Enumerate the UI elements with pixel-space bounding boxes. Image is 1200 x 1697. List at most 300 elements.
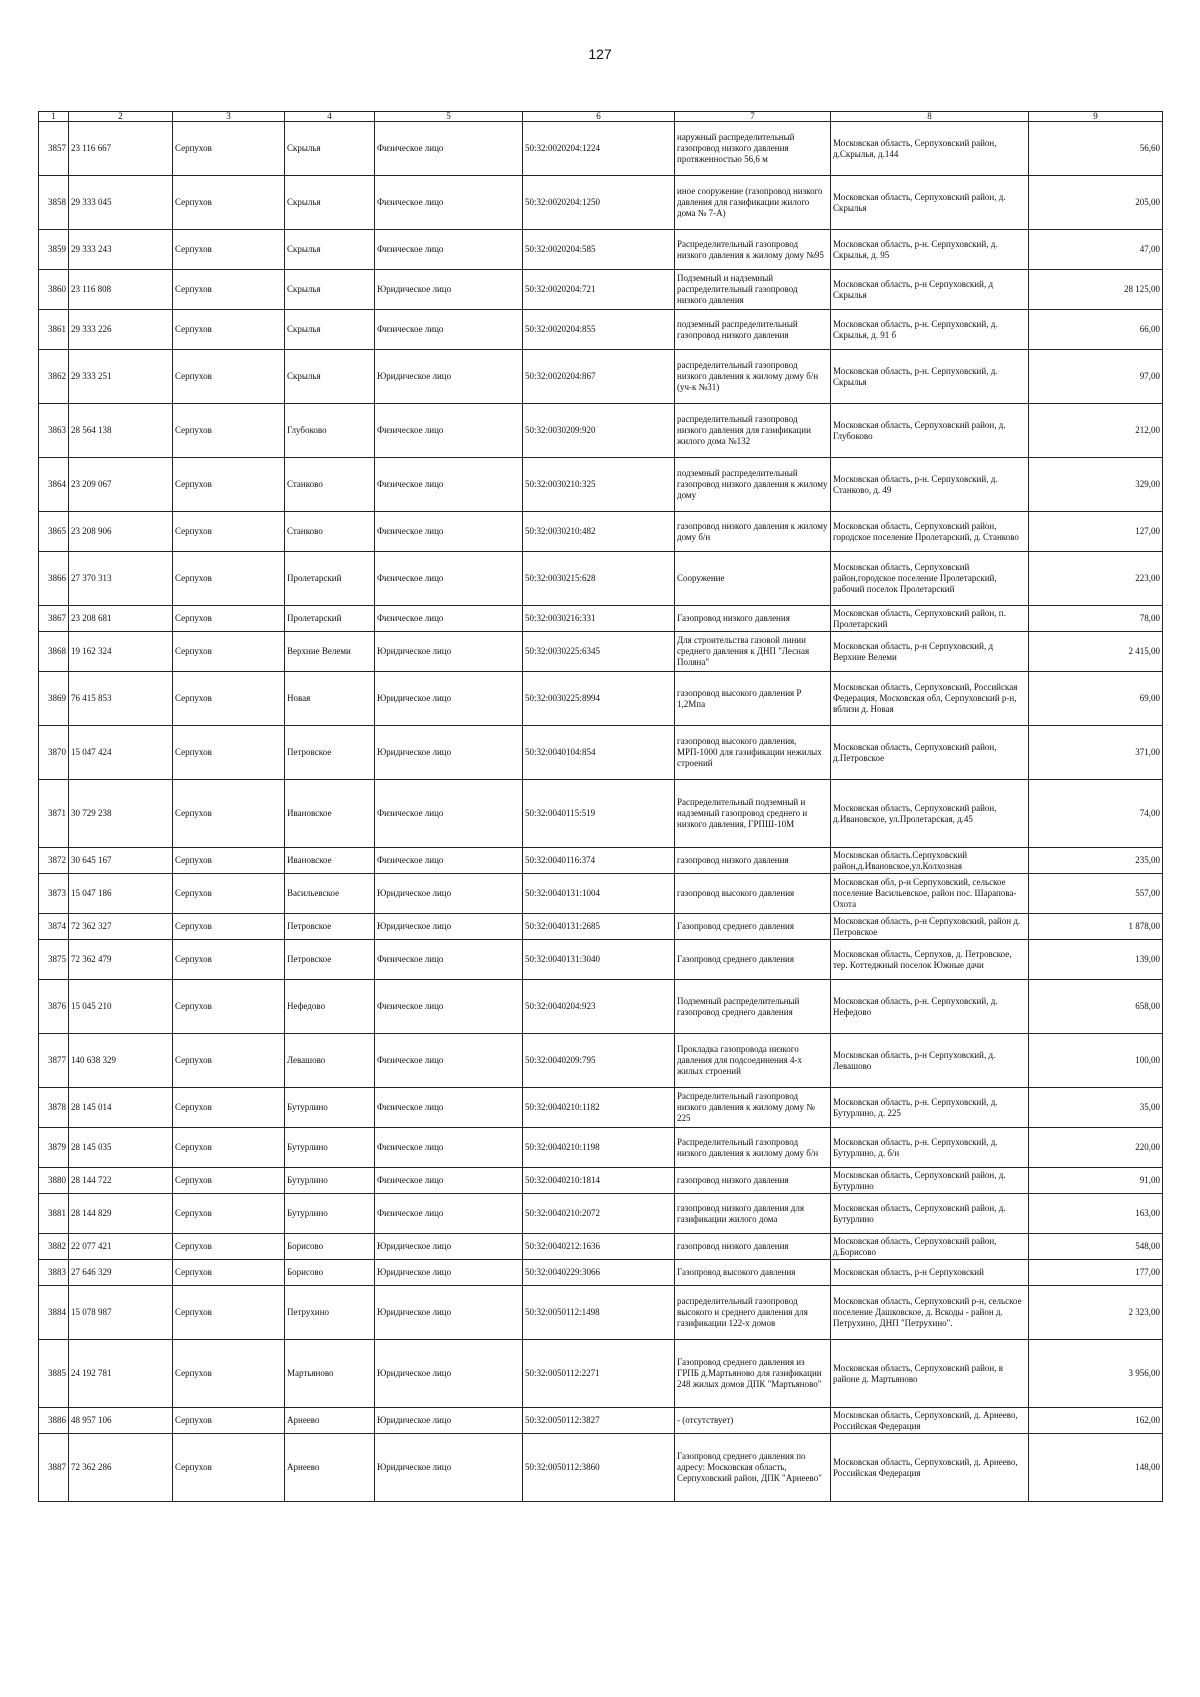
cell-object-description: подземный распределительный газопровод низкого давления к жилому дому	[675, 458, 831, 512]
cell-address: Московская область, р-н Серпуховский, д Скрылья	[831, 270, 1029, 310]
table-row	[39, 980, 1163, 1034]
cell-address: Московская область, р-н. Серпуховский, д. Скрылья	[831, 350, 1029, 404]
cell-municipality: Серпухов	[173, 780, 285, 848]
cell-owner-type: Физическое лицо	[375, 176, 523, 230]
cell-object-description: иное сооружение (газопровод низкого давления для газификации жилого дома № 7-А)	[675, 176, 831, 230]
cell-municipality: Серпухов	[173, 606, 285, 632]
cell-registry-id: 27 370 313	[69, 552, 173, 606]
cell-registry-id: 27 646 329	[69, 1260, 173, 1286]
cell-registry-id: 15 047 186	[69, 874, 173, 914]
cell-municipality: Серпухов	[173, 980, 285, 1034]
cell-row-number: 3872	[39, 848, 69, 874]
cell-registry-id: 23 116 667	[69, 122, 173, 176]
cell-row-number: 3875	[39, 940, 69, 980]
cell-address: Московская область, Серпуховский район,городское поселение Пролетарский, рабочий поселок Пролетарский	[831, 552, 1029, 606]
cell-value: 329,00	[1029, 458, 1163, 512]
cell-object-description: распределительный газопровод высокого и среднего давления для газификации 122-х домов	[675, 1286, 831, 1340]
cell-value: 78,00	[1029, 606, 1163, 632]
cell-value: 235,00	[1029, 848, 1163, 874]
column-header-9: 9	[1029, 112, 1163, 122]
cell-registry-id: 72 362 286	[69, 1434, 173, 1502]
cell-cadastral-number: 50:32:0040210:1182	[523, 1088, 675, 1128]
cell-row-number: 3870	[39, 726, 69, 780]
cell-address: Московская область, р-н Серпуховский, д. Левашово	[831, 1034, 1029, 1088]
cell-address: Московская область, р-н. Серпуховский, д. Бутурлино, д. б/н	[831, 1128, 1029, 1168]
cell-owner-type: Юридическое лицо	[375, 726, 523, 780]
cell-value: 220,00	[1029, 1128, 1163, 1168]
cell-municipality: Серпухов	[173, 726, 285, 780]
cell-locality: Левашово	[285, 1034, 375, 1088]
cell-municipality: Серпухов	[173, 1408, 285, 1434]
cell-value: 163,00	[1029, 1194, 1163, 1234]
cell-row-number: 3865	[39, 512, 69, 552]
cell-cadastral-number: 50:32:0050112:2271	[523, 1340, 675, 1408]
cell-row-number: 3861	[39, 310, 69, 350]
cell-object-description: Распределительный газопровод низкого давления к жилому дому №95	[675, 230, 831, 270]
cell-address: Московская область, Серпуховский, д. Арнеево, Российская Федерация	[831, 1434, 1029, 1502]
table-row	[39, 458, 1163, 512]
cell-value: 162,00	[1029, 1408, 1163, 1434]
cell-locality: Верхние Велеми	[285, 632, 375, 672]
cell-cadastral-number: 50:32:0040229:3066	[523, 1260, 675, 1286]
cell-object-description: Подземный распределительный газопровод среднего давления	[675, 980, 831, 1034]
cell-object-description: Газопровод среднего давления	[675, 940, 831, 980]
table-row	[39, 404, 1163, 458]
cell-address: Московская область, р-н. Серпуховский, д. Станково, д. 49	[831, 458, 1029, 512]
cell-owner-type: Физическое лицо	[375, 1128, 523, 1168]
cell-address: Московская область, р-н. Серпуховский, д. Скрылья, д. 95	[831, 230, 1029, 270]
cell-municipality: Серпухов	[173, 230, 285, 270]
cell-row-number: 3886	[39, 1408, 69, 1434]
cell-locality: Мартьяново	[285, 1340, 375, 1408]
cell-value: 223,00	[1029, 552, 1163, 606]
cell-row-number: 3874	[39, 914, 69, 940]
cell-address: Московская область, р-н Серпуховский	[831, 1260, 1029, 1286]
cell-row-number: 3869	[39, 672, 69, 726]
cell-cadastral-number: 50:32:0040204:923	[523, 980, 675, 1034]
cell-municipality: Серпухов	[173, 512, 285, 552]
cell-registry-id: 28 564 138	[69, 404, 173, 458]
cell-value: 3 956,00	[1029, 1340, 1163, 1408]
cell-value: 69,00	[1029, 672, 1163, 726]
cell-registry-id: 28 145 035	[69, 1128, 173, 1168]
cell-object-description: Сооружение	[675, 552, 831, 606]
cell-value: 548,00	[1029, 1234, 1163, 1260]
cell-cadastral-number: 50:32:0030209:920	[523, 404, 675, 458]
cell-municipality: Серпухов	[173, 1128, 285, 1168]
cell-row-number: 3866	[39, 552, 69, 606]
cell-row-number: 3860	[39, 270, 69, 310]
cell-address: Московская область, Серпуховский р-н, сельское поселение Дашковское, д. Вскоды - район д. Петрухино, ДНП "Петрухино".	[831, 1286, 1029, 1340]
cell-row-number: 3858	[39, 176, 69, 230]
cell-cadastral-number: 50:32:0040116:374	[523, 848, 675, 874]
cell-cadastral-number: 50:32:0030225:6345	[523, 632, 675, 672]
cell-municipality: Серпухов	[173, 1286, 285, 1340]
cell-address: Московская область, р-н Серпуховский, д Верхние Велеми	[831, 632, 1029, 672]
cell-owner-type: Физическое лицо	[375, 980, 523, 1034]
column-header-7: 7	[675, 112, 831, 122]
cell-registry-id: 23 208 681	[69, 606, 173, 632]
cell-value: 1 878,00	[1029, 914, 1163, 940]
cell-locality: Скрылья	[285, 122, 375, 176]
cell-value: 557,00	[1029, 874, 1163, 914]
cell-owner-type: Юридическое лицо	[375, 1260, 523, 1286]
table-row	[39, 1088, 1163, 1128]
table-row	[39, 176, 1163, 230]
cell-cadastral-number: 50:32:0050112:3860	[523, 1434, 675, 1502]
cell-owner-type: Физическое лицо	[375, 230, 523, 270]
cell-owner-type: Физическое лицо	[375, 940, 523, 980]
cell-address: Московская область, Серпуховский район, д. Глубоково	[831, 404, 1029, 458]
column-header-2: 2	[69, 112, 173, 122]
cell-row-number: 3863	[39, 404, 69, 458]
table-row	[39, 1340, 1163, 1408]
cell-registry-id: 76 415 853	[69, 672, 173, 726]
column-header-6: 6	[523, 112, 675, 122]
cell-owner-type: Юридическое лицо	[375, 672, 523, 726]
table-row	[39, 270, 1163, 310]
cell-object-description: Газопровод среднего давления по адресу: Московская область, Серпуховский район, ДПК "Арнеево"	[675, 1434, 831, 1502]
cell-cadastral-number: 50:32:0040115:519	[523, 780, 675, 848]
cell-object-description: Газопровод среднего давления из ГРПБ д.Мартьяново для газификации 248 жилых домов ДПК "Мартьяново"	[675, 1340, 831, 1408]
cell-registry-id: 29 333 243	[69, 230, 173, 270]
cell-address: Московская область, р-н. Серпуховский, д. Нефедово	[831, 980, 1029, 1034]
cell-address: Московская область, Серпуховский район, п. Пролетарский	[831, 606, 1029, 632]
cell-municipality: Серпухов	[173, 672, 285, 726]
cell-locality: Петровское	[285, 940, 375, 980]
page-number: 127	[588, 46, 612, 62]
cell-owner-type: Юридическое лицо	[375, 270, 523, 310]
cell-address: Московская область, Серпуховский район, д.Скрылья, д.144	[831, 122, 1029, 176]
cell-owner-type: Юридическое лицо	[375, 874, 523, 914]
cell-municipality: Серпухов	[173, 552, 285, 606]
cell-object-description: Распределительный газопровод низкого давления к жилому дому № 225	[675, 1088, 831, 1128]
cell-cadastral-number: 50:32:0040131:2685	[523, 914, 675, 940]
cell-municipality: Серпухов	[173, 848, 285, 874]
cell-municipality: Серпухов	[173, 458, 285, 512]
cell-owner-type: Юридическое лицо	[375, 914, 523, 940]
cell-locality: Скрылья	[285, 270, 375, 310]
cell-locality: Бутурлино	[285, 1194, 375, 1234]
cell-address: Московская область, р-н. Серпуховский, д. Бутурлино, д. 225	[831, 1088, 1029, 1128]
cell-value: 47,00	[1029, 230, 1163, 270]
cell-owner-type: Физическое лицо	[375, 1194, 523, 1234]
cell-registry-id: 22 077 421	[69, 1234, 173, 1260]
cell-row-number: 3859	[39, 230, 69, 270]
cell-registry-id: 30 645 167	[69, 848, 173, 874]
cell-municipality: Серпухов	[173, 122, 285, 176]
cell-value: 66,00	[1029, 310, 1163, 350]
cell-owner-type: Физическое лицо	[375, 122, 523, 176]
cell-owner-type: Юридическое лицо	[375, 1434, 523, 1502]
cell-value: 205,00	[1029, 176, 1163, 230]
table-row	[39, 512, 1163, 552]
cell-row-number: 3878	[39, 1088, 69, 1128]
table-row	[39, 1234, 1163, 1260]
cell-locality: Новая	[285, 672, 375, 726]
cell-locality: Скрылья	[285, 230, 375, 270]
cell-owner-type: Физическое лицо	[375, 458, 523, 512]
table-row	[39, 1194, 1163, 1234]
cell-row-number: 3881	[39, 1194, 69, 1234]
cell-row-number: 3867	[39, 606, 69, 632]
cell-value: 2 415,00	[1029, 632, 1163, 672]
cell-registry-id: 15 045 210	[69, 980, 173, 1034]
column-header-8: 8	[831, 112, 1029, 122]
cell-cadastral-number: 50:32:0040104:854	[523, 726, 675, 780]
registry-table	[38, 111, 1163, 1502]
cell-locality: Скрылья	[285, 310, 375, 350]
cell-value: 148,00	[1029, 1434, 1163, 1502]
cell-registry-id: 24 192 781	[69, 1340, 173, 1408]
cell-locality: Ивановское	[285, 848, 375, 874]
cell-locality: Васильевское	[285, 874, 375, 914]
cell-value: 177,00	[1029, 1260, 1163, 1286]
cell-value: 371,00	[1029, 726, 1163, 780]
table-row	[39, 914, 1163, 940]
cell-registry-id: 140 638 329	[69, 1034, 173, 1088]
cell-municipality: Серпухов	[173, 1260, 285, 1286]
cell-cadastral-number: 50:32:0040131:3040	[523, 940, 675, 980]
cell-registry-id: 23 116 808	[69, 270, 173, 310]
cell-object-description: распределительный газопровод низкого давления к жилому дому б/н (уч-к №31)	[675, 350, 831, 404]
cell-municipality: Серпухов	[173, 940, 285, 980]
cell-value: 100,00	[1029, 1034, 1163, 1088]
cell-value: 97,00	[1029, 350, 1163, 404]
cell-object-description: Газопровод высокого давления	[675, 1260, 831, 1286]
cell-municipality: Серпухов	[173, 1088, 285, 1128]
cell-object-description: газопровод низкого давления	[675, 1234, 831, 1260]
cell-cadastral-number: 50:32:0020204:721	[523, 270, 675, 310]
cell-registry-id: 28 145 014	[69, 1088, 173, 1128]
cell-object-description: газопровод высокого давления, МРП-1000 для газификации нежилых строений	[675, 726, 831, 780]
cell-registry-id: 29 333 226	[69, 310, 173, 350]
cell-registry-id: 30 729 238	[69, 780, 173, 848]
column-header-4: 4	[285, 112, 375, 122]
cell-object-description: газопровод высокого давления Р 1,2Мпа	[675, 672, 831, 726]
cell-registry-id: 29 333 251	[69, 350, 173, 404]
cell-municipality: Серпухов	[173, 350, 285, 404]
table-row	[39, 780, 1163, 848]
cell-registry-id: 29 333 045	[69, 176, 173, 230]
cell-value: 74,00	[1029, 780, 1163, 848]
table-row	[39, 1168, 1163, 1194]
cell-value: 212,00	[1029, 404, 1163, 458]
table-body	[39, 122, 1163, 1502]
cell-locality: Бутурлино	[285, 1128, 375, 1168]
cell-cadastral-number: 50:32:0050112:3827	[523, 1408, 675, 1434]
cell-value: 35,00	[1029, 1088, 1163, 1128]
cell-municipality: Серпухов	[173, 1234, 285, 1260]
cell-row-number: 3882	[39, 1234, 69, 1260]
table-row	[39, 1034, 1163, 1088]
cell-registry-id: 72 362 479	[69, 940, 173, 980]
cell-cadastral-number: 50:32:0020204:1250	[523, 176, 675, 230]
cell-row-number: 3868	[39, 632, 69, 672]
cell-cadastral-number: 50:32:0040210:2072	[523, 1194, 675, 1234]
cell-object-description: Для строительства газовой линии среднего давления к ДНП "Лесная Поляна"	[675, 632, 831, 672]
table-row	[39, 874, 1163, 914]
cell-cadastral-number: 50:32:0030215:628	[523, 552, 675, 606]
cell-cadastral-number: 50:32:0020204:1224	[523, 122, 675, 176]
cell-owner-type: Физическое лицо	[375, 552, 523, 606]
table-row	[39, 1128, 1163, 1168]
cell-municipality: Серпухов	[173, 176, 285, 230]
cell-object-description: подземный распределительный газопровод низкого давления	[675, 310, 831, 350]
cell-locality: Петрухино	[285, 1286, 375, 1340]
cell-municipality: Серпухов	[173, 1340, 285, 1408]
table-row	[39, 230, 1163, 270]
cell-object-description: Газопровод низкого давления	[675, 606, 831, 632]
cell-owner-type: Физическое лицо	[375, 1088, 523, 1128]
cell-address: Московская область, Серпуховский район, д. Бутурлино	[831, 1194, 1029, 1234]
cell-object-description: газопровод низкого давления для газификации жилого дома	[675, 1194, 831, 1234]
cell-locality: Ивановское	[285, 780, 375, 848]
cell-address: Московская область, Серпуховский район, д. Скрылья	[831, 176, 1029, 230]
cell-owner-type: Юридическое лицо	[375, 1408, 523, 1434]
cell-locality: Борисово	[285, 1234, 375, 1260]
cell-municipality: Серпухов	[173, 1034, 285, 1088]
cell-object-description: распределительный газопровод низкого давления для газификации жилого дома №132	[675, 404, 831, 458]
cell-municipality: Серпухов	[173, 310, 285, 350]
table-row	[39, 606, 1163, 632]
cell-cadastral-number: 50:32:0030216:331	[523, 606, 675, 632]
cell-object-description: Подземный и надземный распределительный газопровод низкого давления	[675, 270, 831, 310]
cell-cadastral-number: 50:32:0040212:1636	[523, 1234, 675, 1260]
cell-object-description: Газопровод среднего давления	[675, 914, 831, 940]
cell-address: Московская область.Серпуховский район,д.Ивановское,ул.Колхозная	[831, 848, 1029, 874]
table-header	[39, 112, 1163, 122]
cell-value: 2 323,00	[1029, 1286, 1163, 1340]
cell-locality: Пролетарский	[285, 606, 375, 632]
cell-owner-type: Юридическое лицо	[375, 632, 523, 672]
cell-row-number: 3871	[39, 780, 69, 848]
cell-address: Московская область, р-н Серпуховский, район д. Петровское	[831, 914, 1029, 940]
cell-value: 658,00	[1029, 980, 1163, 1034]
column-header-1: 1	[39, 112, 69, 122]
cell-locality: Скрылья	[285, 176, 375, 230]
cell-owner-type: Юридическое лицо	[375, 1286, 523, 1340]
cell-value: 56,60	[1029, 122, 1163, 176]
table-row	[39, 1434, 1163, 1502]
cell-address: Московская область, Серпуховский район, городское поселение Пролетарский, д. Станково	[831, 512, 1029, 552]
table-row	[39, 1260, 1163, 1286]
cell-row-number: 3857	[39, 122, 69, 176]
cell-locality: Скрылья	[285, 350, 375, 404]
cell-owner-type: Физическое лицо	[375, 848, 523, 874]
cell-row-number: 3873	[39, 874, 69, 914]
table-row	[39, 672, 1163, 726]
cell-row-number: 3883	[39, 1260, 69, 1286]
cell-registry-id: 28 144 722	[69, 1168, 173, 1194]
cell-cadastral-number: 50:32:0040210:1814	[523, 1168, 675, 1194]
cell-locality: Арнеево	[285, 1434, 375, 1502]
cell-municipality: Серпухов	[173, 1168, 285, 1194]
cell-owner-type: Физическое лицо	[375, 512, 523, 552]
cell-row-number: 3864	[39, 458, 69, 512]
table-row	[39, 350, 1163, 404]
column-header-5: 5	[375, 112, 523, 122]
cell-address: Московская область, Серпуховский район, д. Бутурлино	[831, 1168, 1029, 1194]
cell-municipality: Серпухов	[173, 404, 285, 458]
cell-cadastral-number: 50:32:0030210:482	[523, 512, 675, 552]
table-row	[39, 632, 1163, 672]
cell-address: Московская область, Серпуховский район, д.Петровское	[831, 726, 1029, 780]
cell-object-description: газопровод высокого давления	[675, 874, 831, 914]
cell-locality: Бутурлино	[285, 1168, 375, 1194]
cell-locality: Петровское	[285, 726, 375, 780]
cell-municipality: Серпухов	[173, 1194, 285, 1234]
cell-cadastral-number: 50:32:0020204:585	[523, 230, 675, 270]
cell-object-description: газопровод низкого давления	[675, 848, 831, 874]
cell-owner-type: Физическое лицо	[375, 1034, 523, 1088]
cell-locality: Нефедово	[285, 980, 375, 1034]
cell-cadastral-number: 50:32:0040210:1198	[523, 1128, 675, 1168]
cell-locality: Глубоково	[285, 404, 375, 458]
cell-object-description: Прокладка газопровода низкого давления для подсоединения 4-х жилых строений	[675, 1034, 831, 1088]
table-row	[39, 940, 1163, 980]
cell-address: Московская область, Серпуховский район, д.Ивановское, ул.Пролетарская, д.45	[831, 780, 1029, 848]
cell-object-description: газопровод низкого давления	[675, 1168, 831, 1194]
table-row	[39, 726, 1163, 780]
cell-owner-type: Юридическое лицо	[375, 1340, 523, 1408]
cell-object-description: газопровод низкого давления к жилому дому б/н	[675, 512, 831, 552]
cell-municipality: Серпухов	[173, 874, 285, 914]
cell-address: Московская область, Серпуховский, д. Арнеево, Российская Федерация	[831, 1408, 1029, 1434]
cell-cadastral-number: 50:32:0040209:795	[523, 1034, 675, 1088]
cell-value: 139,00	[1029, 940, 1163, 980]
cell-registry-id: 72 362 327	[69, 914, 173, 940]
table-row	[39, 848, 1163, 874]
cell-locality: Арнеево	[285, 1408, 375, 1434]
table-row	[39, 122, 1163, 176]
cell-row-number: 3884	[39, 1286, 69, 1340]
cell-address: Московская область, р-н. Серпуховский, д. Скрылья, д. 91 б	[831, 310, 1029, 350]
cell-address: Московская область, Серпухов, д. Петровское, тер. Коттеджный поселок Южные дачи	[831, 940, 1029, 980]
table-row	[39, 1286, 1163, 1340]
cell-row-number: 3880	[39, 1168, 69, 1194]
cell-owner-type: Физическое лицо	[375, 404, 523, 458]
cell-municipality: Серпухов	[173, 632, 285, 672]
cell-owner-type: Юридическое лицо	[375, 350, 523, 404]
cell-registry-id: 28 144 829	[69, 1194, 173, 1234]
cell-value: 127,00	[1029, 512, 1163, 552]
cell-locality: Петровское	[285, 914, 375, 940]
cell-locality: Борисово	[285, 1260, 375, 1286]
cell-address: Московская обл, р-н Серпуховский, сельское поселение Васильевское, район пос. Шарапова-Охота	[831, 874, 1029, 914]
cell-address: Московская область, Серпуховский район, д.Борисово	[831, 1234, 1029, 1260]
header-row	[39, 112, 1163, 122]
cell-value: 28 125,00	[1029, 270, 1163, 310]
cell-object-description: Распределительный газопровод низкого давления к жилому дому б/н	[675, 1128, 831, 1168]
cell-value: 91,00	[1029, 1168, 1163, 1194]
column-header-3: 3	[173, 112, 285, 122]
cell-owner-type: Физическое лицо	[375, 780, 523, 848]
cell-owner-type: Физическое лицо	[375, 310, 523, 350]
cell-registry-id: 23 209 067	[69, 458, 173, 512]
cell-address: Московская область, Серпуховский, Российская Федерация, Московская обл, Серпуховский р-н, вблизи д. Новая	[831, 672, 1029, 726]
cell-owner-type: Юридическое лицо	[375, 1234, 523, 1260]
cell-locality: Пролетарский	[285, 552, 375, 606]
table-row	[39, 310, 1163, 350]
table-row	[39, 1408, 1163, 1434]
cell-municipality: Серпухов	[173, 270, 285, 310]
cell-cadastral-number: 50:32:0050112:1498	[523, 1286, 675, 1340]
cell-cadastral-number: 50:32:0030210:325	[523, 458, 675, 512]
cell-registry-id: 48 957 106	[69, 1408, 173, 1434]
cell-row-number: 3887	[39, 1434, 69, 1502]
cell-row-number: 3885	[39, 1340, 69, 1408]
